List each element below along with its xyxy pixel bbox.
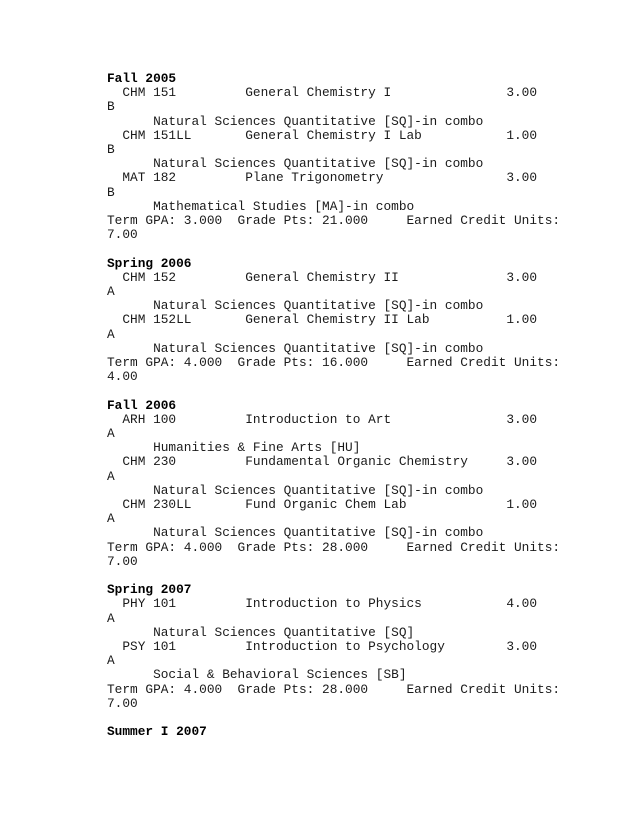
transcript-line: CHM 152 General Chemistry II 3.00 — [107, 269, 538, 285]
transcript-line: Natural Sciences Quantitative [SQ]-in combo — [107, 482, 484, 498]
term-block — [107, 583, 567, 711]
transcript-line: CHM 152LL General Chemistry II Lab 1.00 — [107, 312, 538, 328]
transcript-line: Term GPA: 3.000 Grade Pts: 21.000 Earned Credit Units: — [107, 213, 561, 229]
transcript-line: Natural Sciences Quantitative [SQ]-in combo — [107, 113, 484, 129]
transcript-line: A — [107, 468, 115, 484]
transcript-line: A — [107, 426, 115, 442]
transcript-line: 7.00 — [107, 227, 138, 243]
transcript-line: 7.00 — [107, 695, 138, 711]
term-block — [107, 257, 567, 385]
term-heading: Fall 2005 — [107, 71, 177, 86]
term-block — [107, 725, 567, 739]
transcript-line: PSY 101 Introduction to Psychology 3.00 — [107, 639, 538, 655]
transcript-line: B — [107, 99, 115, 115]
transcript-line: A — [107, 284, 115, 300]
transcript-document — [107, 72, 567, 754]
transcript-line: CHM 230 Fundamental Organic Chemistry 3.00 — [107, 454, 538, 470]
term-block — [107, 72, 567, 242]
transcript-line: B — [107, 142, 115, 158]
term-heading: Summer I 2007 — [107, 724, 207, 740]
transcript-line: Term GPA: 4.000 Grade Pts: 16.000 Earned Credit Units: — [107, 355, 561, 371]
transcript-line: B — [107, 184, 115, 200]
transcript-line: Natural Sciences Quantitative [SQ] — [107, 624, 415, 640]
transcript-line: Term GPA: 4.000 Grade Pts: 28.000 Earned Credit Units: — [107, 539, 561, 555]
transcript-line: Natural Sciences Quantitative [SQ]-in combo — [107, 340, 484, 356]
transcript-line: Mathematical Studies [MA]-in combo — [107, 198, 415, 214]
transcript-line: A — [107, 610, 115, 626]
transcript-line: Natural Sciences Quantitative [SQ]-in combo — [107, 525, 484, 541]
transcript-line: PHY 101 Introduction to Physics 4.00 — [107, 596, 538, 612]
transcript-line: 7.00 — [107, 553, 138, 569]
term-heading: Spring 2007 — [107, 582, 192, 598]
transcript-line: Humanities & Fine Arts [HU] — [107, 440, 361, 456]
transcript-line: Natural Sciences Quantitative [SQ]-in combo — [107, 298, 484, 314]
transcript-line: CHM 151LL General Chemistry I Lab 1.00 — [107, 127, 538, 143]
transcript-line: ARH 100 Introduction to Art 3.00 — [107, 411, 538, 427]
transcript-line: 4.00 — [107, 369, 138, 385]
term-heading: Fall 2006 — [107, 397, 177, 413]
transcript-line: A — [107, 511, 115, 527]
transcript-line: Social & Behavioral Sciences [SB] — [107, 667, 407, 683]
transcript-line: A — [107, 326, 115, 342]
transcript-line: CHM 230LL Fund Organic Chem Lab 1.00 — [107, 497, 538, 513]
transcript-line: Term GPA: 4.000 Grade Pts: 28.000 Earned Credit Units: — [107, 681, 561, 697]
term-heading: Spring 2006 — [107, 255, 192, 271]
transcript-line: A — [107, 653, 115, 669]
transcript-line: MAT 182 Plane Trigonometry 3.00 — [107, 170, 538, 186]
term-block — [107, 399, 567, 569]
transcript-line: CHM 151 General Chemistry I 3.00 — [107, 85, 538, 101]
transcript-line: Natural Sciences Quantitative [SQ]-in combo — [107, 156, 484, 172]
